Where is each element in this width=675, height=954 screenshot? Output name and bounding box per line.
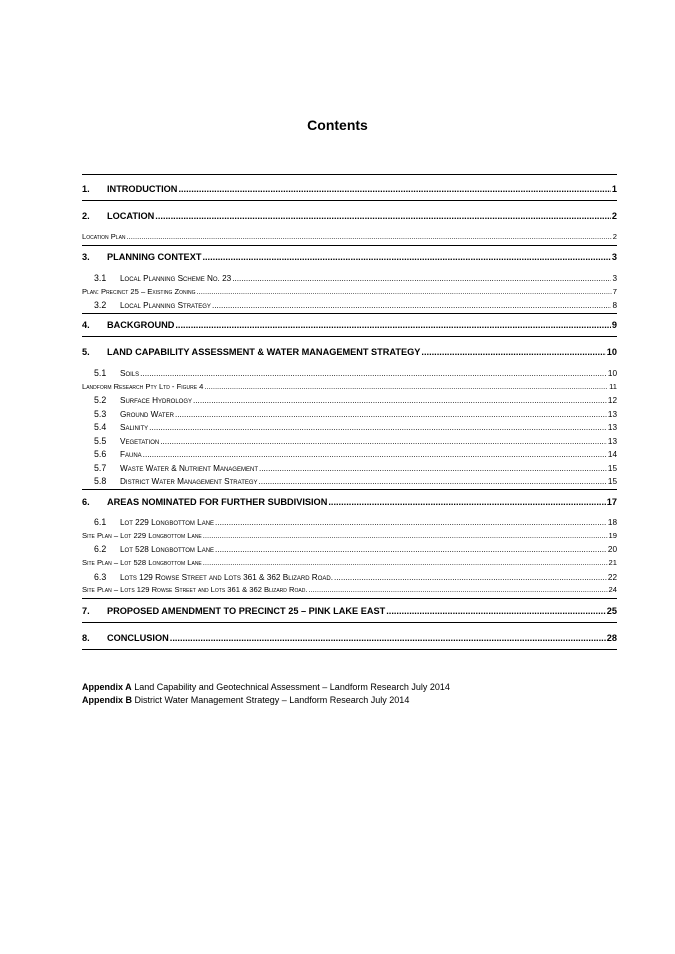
toc-text: Lots 129 Rowse Street and Lots 361 & 362 Blizard Road.: [120, 573, 333, 582]
toc-page: 12: [607, 396, 617, 405]
toc-entry[interactable]: [82, 448, 617, 461]
toc-number: 2.: [82, 211, 90, 221]
toc-number: 7.: [82, 606, 90, 616]
toc-entry[interactable]: [82, 571, 617, 584]
toc-number: 6.1: [94, 517, 107, 527]
toc-number: 5.5: [94, 436, 107, 446]
toc-page: 7: [612, 287, 617, 296]
toc-page: 15: [607, 477, 617, 486]
dot-leader: [215, 544, 607, 556]
divider: [82, 598, 617, 599]
dot-leader: [149, 422, 607, 434]
dot-leader: [215, 517, 607, 529]
appendix-text: District Water Management Strategy – Landform Research July 2014: [134, 695, 410, 705]
toc-number: 5.4: [94, 422, 107, 432]
dot-leader: [178, 183, 610, 195]
toc-page: 10: [607, 369, 617, 378]
toc-entry[interactable]: [82, 346, 617, 358]
toc-number: 5.7: [94, 463, 107, 473]
toc-entry[interactable]: [82, 543, 617, 556]
toc-number: 3.: [82, 252, 90, 262]
toc-number: 6.3: [94, 572, 107, 582]
toc-text: Soils: [120, 369, 140, 378]
divider: [82, 174, 617, 175]
toc-text: Surface Hydrology: [120, 396, 192, 405]
dot-leader: [143, 449, 607, 461]
toc-number: 5.6: [94, 449, 107, 459]
toc-text: INTRODUCTION: [107, 184, 178, 194]
toc-text: Site Plan – Lot 528 Longbottom Lane: [82, 558, 202, 567]
toc-text: Ground Water: [120, 410, 174, 419]
toc-number: 3.2: [94, 300, 107, 310]
toc-entry[interactable]: [82, 272, 617, 285]
appendix-b: [82, 695, 409, 705]
toc-page: 14: [607, 450, 617, 459]
toc-page: 8: [612, 301, 617, 310]
dot-leader: [202, 251, 610, 263]
appendix-label: Appendix B: [82, 695, 133, 705]
toc-page: 1: [611, 184, 617, 194]
toc-text: Lot 229 Longbottom Lane: [120, 518, 215, 527]
toc-entry[interactable]: [82, 408, 617, 421]
toc-number: 6.: [82, 497, 90, 507]
toc-page: 11: [609, 382, 617, 391]
toc-text: Site Plan – Lot 229 Longbottom Lane: [82, 531, 202, 540]
toc-text: Site Plan – Lots 129 Rowse Street and Lots 361 & 362 Blizard Road.: [82, 585, 308, 594]
dot-leader: [232, 273, 611, 285]
dot-leader: [175, 319, 611, 331]
dot-leader: [421, 346, 605, 358]
divider: [82, 245, 617, 246]
toc-number: 4.: [82, 320, 90, 330]
dot-leader: [259, 463, 607, 475]
toc-text: LAND CAPABILITY ASSESSMENT & WATER MANAGEMENT STRATEGY: [107, 347, 421, 357]
divider: [82, 649, 617, 650]
dot-leader: [204, 381, 608, 393]
toc-page: 28: [606, 633, 617, 643]
toc-number: 8.: [82, 633, 90, 643]
toc-entry[interactable]: [82, 381, 617, 393]
divider: [82, 622, 617, 623]
toc-text: Landform Research Pty Ltd - Figure 4: [82, 382, 204, 391]
toc-text: PLANNING CONTEXT: [107, 252, 202, 262]
dot-leader: [175, 409, 607, 421]
toc-entry[interactable]: [82, 421, 617, 434]
toc-number: 1.: [82, 184, 90, 194]
dot-leader: [127, 231, 612, 243]
toc-entry[interactable]: [82, 367, 617, 380]
dot-leader: [308, 584, 607, 596]
toc-number: 5.8: [94, 476, 107, 486]
toc-entry[interactable]: [82, 299, 617, 312]
toc-page: 18: [607, 518, 617, 527]
toc-entry[interactable]: [82, 462, 617, 475]
toc-page: 3: [611, 252, 617, 262]
dot-leader: [328, 496, 605, 508]
toc-text: Salinity: [120, 423, 149, 432]
toc-entry[interactable]: [82, 286, 617, 298]
toc-page: 13: [607, 423, 617, 432]
toc-text: PROPOSED AMENDMENT TO PRECINCT 25 – PINK LAKE EAST: [107, 606, 386, 616]
page-title: Contents: [307, 117, 368, 133]
toc-number: 5.2: [94, 395, 107, 405]
divider: [82, 313, 617, 314]
dot-leader: [140, 368, 607, 380]
dot-leader: [170, 632, 606, 644]
toc-text: Plan: Precinct 25 – Existing Zoning: [82, 287, 196, 296]
toc-page: 10: [606, 347, 617, 357]
toc-page: 2: [612, 232, 617, 241]
toc-number: 5.1: [94, 368, 107, 378]
toc-number: 5.3: [94, 409, 107, 419]
toc-entry[interactable]: [82, 251, 617, 263]
toc-page: 17: [606, 497, 617, 507]
toc-text: Waste Water & Nutrient Management: [120, 464, 258, 473]
toc-text: Location Plan: [82, 232, 126, 241]
toc-entry[interactable]: [82, 183, 617, 195]
dot-leader: [203, 530, 608, 542]
toc-text: CONCLUSION: [107, 633, 169, 643]
toc-text: Lot 528 Longbottom Lane: [120, 545, 215, 554]
toc-text: Fauna: [120, 450, 142, 459]
dot-leader: [197, 286, 612, 298]
toc-number: 6.2: [94, 544, 107, 554]
toc-entry[interactable]: [82, 496, 617, 508]
toc-page: 20: [607, 545, 617, 554]
toc-page: 19: [608, 531, 617, 540]
dot-leader: [155, 210, 611, 222]
toc-entry[interactable]: [82, 584, 617, 596]
toc-page: 2: [611, 211, 617, 221]
toc-text: LOCATION: [107, 211, 155, 221]
toc-entry[interactable]: [82, 605, 617, 617]
dot-leader: [212, 300, 612, 312]
toc-text: AREAS NOMINATED FOR FURTHER SUBDIVISION: [107, 497, 328, 507]
divider: [82, 200, 617, 201]
dot-leader: [203, 557, 608, 569]
toc-text: BACKGROUND: [107, 320, 175, 330]
divider: [82, 336, 617, 337]
appendix-a: [82, 682, 450, 692]
toc-entry[interactable]: [82, 475, 617, 488]
toc-page: 13: [607, 410, 617, 419]
toc-page: 25: [606, 606, 617, 616]
appendix-text: Land Capability and Geotechnical Assessment – Landform Research July 2014: [134, 682, 450, 692]
toc-page: 9: [611, 320, 617, 330]
toc-page: 13: [607, 437, 617, 446]
toc-page: 24: [608, 585, 617, 594]
toc-number: 3.1: [94, 273, 107, 283]
toc-entry[interactable]: [82, 530, 617, 542]
toc-text: Local Planning Strategy: [120, 301, 211, 310]
toc-text: District Water Management Strategy: [120, 477, 258, 486]
toc-entry[interactable]: [82, 516, 617, 529]
divider: [82, 489, 617, 490]
toc-entry[interactable]: [82, 632, 617, 644]
toc-entry[interactable]: [82, 319, 617, 331]
toc-page: 22: [607, 573, 617, 582]
toc-page: 15: [607, 464, 617, 473]
dot-leader: [160, 436, 607, 448]
toc-text: Local Planning Scheme No. 23: [120, 274, 232, 283]
toc-entry[interactable]: [82, 557, 617, 569]
dot-leader: [386, 605, 606, 617]
dot-leader: [193, 395, 607, 407]
toc-entry[interactable]: [82, 394, 617, 407]
dot-leader: [259, 476, 607, 488]
dot-leader: [334, 572, 607, 584]
toc-page: 21: [608, 558, 617, 567]
toc-page: 3: [612, 274, 617, 283]
toc-entry[interactable]: [82, 210, 617, 222]
toc-number: 5.: [82, 347, 90, 357]
toc-entry[interactable]: [82, 231, 617, 243]
appendix-label: Appendix A: [82, 682, 132, 692]
toc-text: Vegetation: [120, 437, 160, 446]
toc-entry[interactable]: [82, 435, 617, 448]
